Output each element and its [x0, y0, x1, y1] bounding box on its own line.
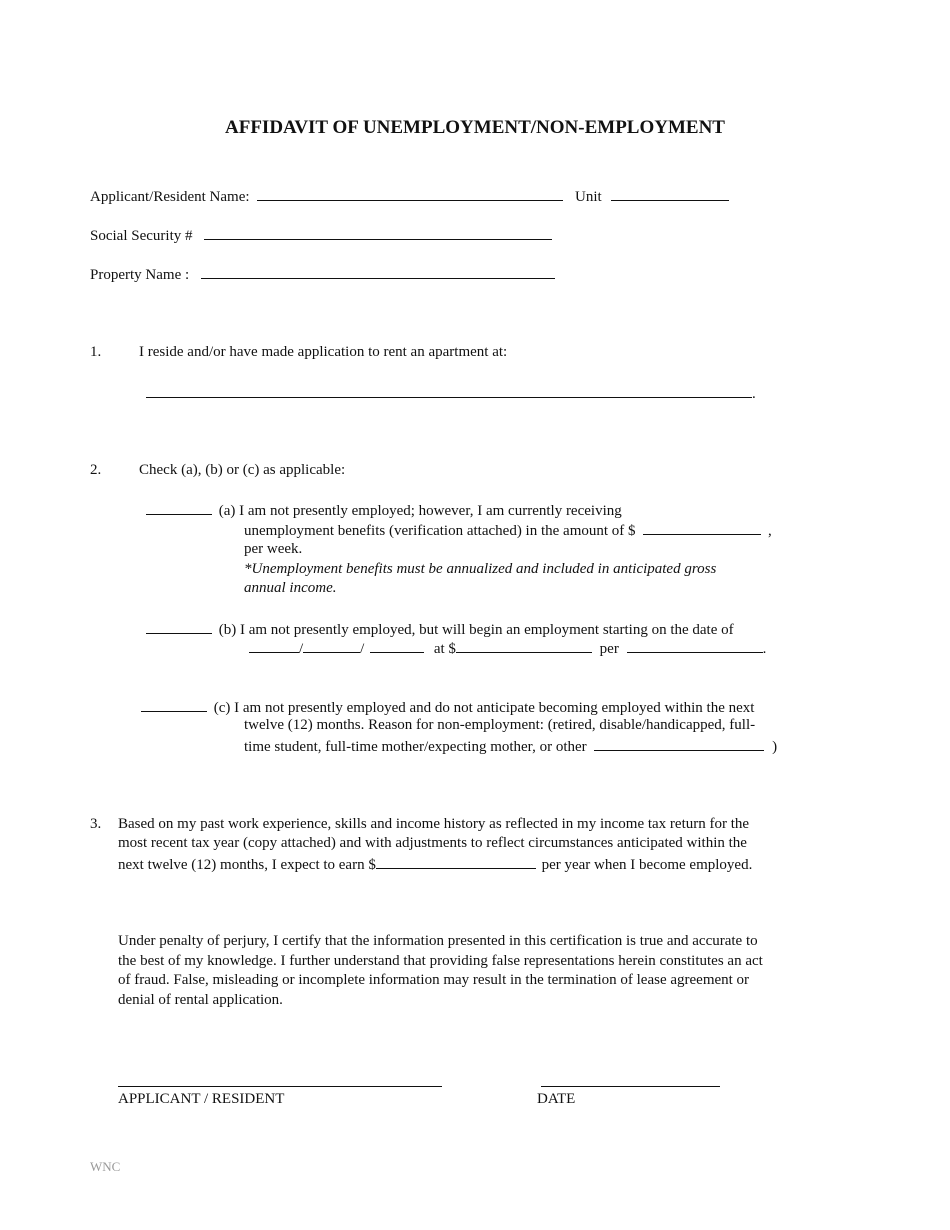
item3-line2: most recent tax year (copy attached) and with adjustments to reflect circumstances anticipated within the — [118, 835, 747, 851]
start-day-field[interactable] — [303, 638, 360, 653]
benefit-amount-field[interactable] — [643, 520, 761, 535]
date-slash-1: / — [299, 641, 304, 657]
other-reason-field[interactable] — [594, 736, 764, 751]
wage-period-field[interactable] — [627, 638, 763, 653]
item3-line1: Based on my past work experience, skills and income history as reflected in my income tax return for the — [118, 816, 750, 832]
option-b-per: per — [599, 641, 619, 657]
ssn-row — [90, 225, 552, 247]
certification-line: denial of rental application. — [118, 992, 283, 1008]
item3-line3: next twelve (12) months, I expect to earn $ — [118, 857, 376, 873]
option-c-line3: time student, full-time mother/expecting mother, or other — [244, 739, 587, 755]
property-name-field[interactable] — [201, 264, 555, 279]
option-b-check-field[interactable] — [146, 619, 212, 634]
item3-number: 3. — [90, 816, 102, 832]
applicant-signature-label: APPLICANT / RESIDENT — [118, 1091, 285, 1107]
expected-earnings-field[interactable] — [376, 854, 536, 869]
start-year-field[interactable] — [370, 638, 424, 653]
start-month-field[interactable] — [249, 638, 299, 653]
item3-line3-end: per year when I become employed. — [541, 857, 753, 873]
unit-label: Unit — [575, 189, 602, 205]
option-b-text: (b) I am not presently employed, but will begin an employment starting on the date of — [218, 622, 734, 638]
footer-code: WNC — [90, 1159, 121, 1174]
option-a-per-week: per week. — [244, 541, 303, 557]
applicant-name-label: Applicant/Resident Name: — [90, 189, 250, 205]
option-a-check-field[interactable] — [146, 500, 212, 515]
option-a-note-line1: *Unemployment benefits must be annualized and included in anticipated gross — [244, 561, 717, 577]
item1-text: I reside and/or have made application to rent an apartment at: — [139, 344, 508, 360]
applicant-signature-line[interactable] — [118, 1072, 442, 1087]
option-a-amount-row — [244, 520, 772, 542]
option-c-line2: twelve (12) months. Reason for non-employment: (retired, disable/handicapped, full- — [244, 717, 756, 733]
applicant-name-field[interactable] — [257, 186, 563, 201]
item3-earnings-row — [118, 854, 752, 876]
property-name-row — [90, 264, 555, 286]
ssn-label: Social Security # — [90, 228, 193, 244]
option-c-close-paren: ) — [772, 739, 778, 755]
option-c-text: (c) I am not presently employed and do not anticipate becoming employed within the next — [213, 700, 755, 716]
option-c-check-field[interactable] — [141, 697, 207, 712]
ssn-field[interactable] — [204, 225, 552, 240]
applicant-name-row — [90, 186, 729, 208]
item2-text: Check (a), (b) or (c) as applicable: — [139, 462, 346, 478]
item2-number: 2. — [90, 462, 102, 478]
certification-line: the best of my knowledge. I further understand that providing false representations herein constitutes an act — [118, 953, 763, 969]
wage-amount-field[interactable] — [456, 638, 592, 653]
option-a-comma: , — [768, 523, 772, 539]
page-title: AFFIDAVIT OF UNEMPLOYMENT/NON-EMPLOYMENT — [225, 117, 725, 138]
address-row — [146, 383, 756, 405]
date-signature-line[interactable] — [541, 1072, 720, 1087]
option-c-other-row — [244, 736, 777, 758]
option-a-note-line2: annual income. — [244, 580, 337, 596]
item1-number: 1. — [90, 344, 102, 360]
option-b-at: at $ — [433, 641, 456, 657]
property-name-label: Property Name : — [90, 267, 190, 283]
unit-field[interactable] — [611, 186, 729, 201]
certification-line: Under penalty of perjury, I certify that the information presented in this certification is true and accurate to — [118, 933, 758, 949]
option-a-amount-text: unemployment benefits (verification attached) in the amount of $ — [244, 523, 636, 539]
option-a-text: (a) I am not presently employed; however, I am currently receiving — [218, 503, 622, 519]
certification-line: of fraud. False, misleading or incomplete information may result in the termination of lease agreement or — [118, 972, 750, 988]
option-a-row — [146, 500, 622, 522]
address-field[interactable] — [146, 383, 752, 398]
option-b-date-row — [249, 638, 766, 660]
option-b-period: . — [762, 641, 767, 657]
date-slash-2: / — [360, 641, 365, 657]
address-period: . — [752, 386, 756, 402]
date-label: DATE — [537, 1091, 576, 1107]
